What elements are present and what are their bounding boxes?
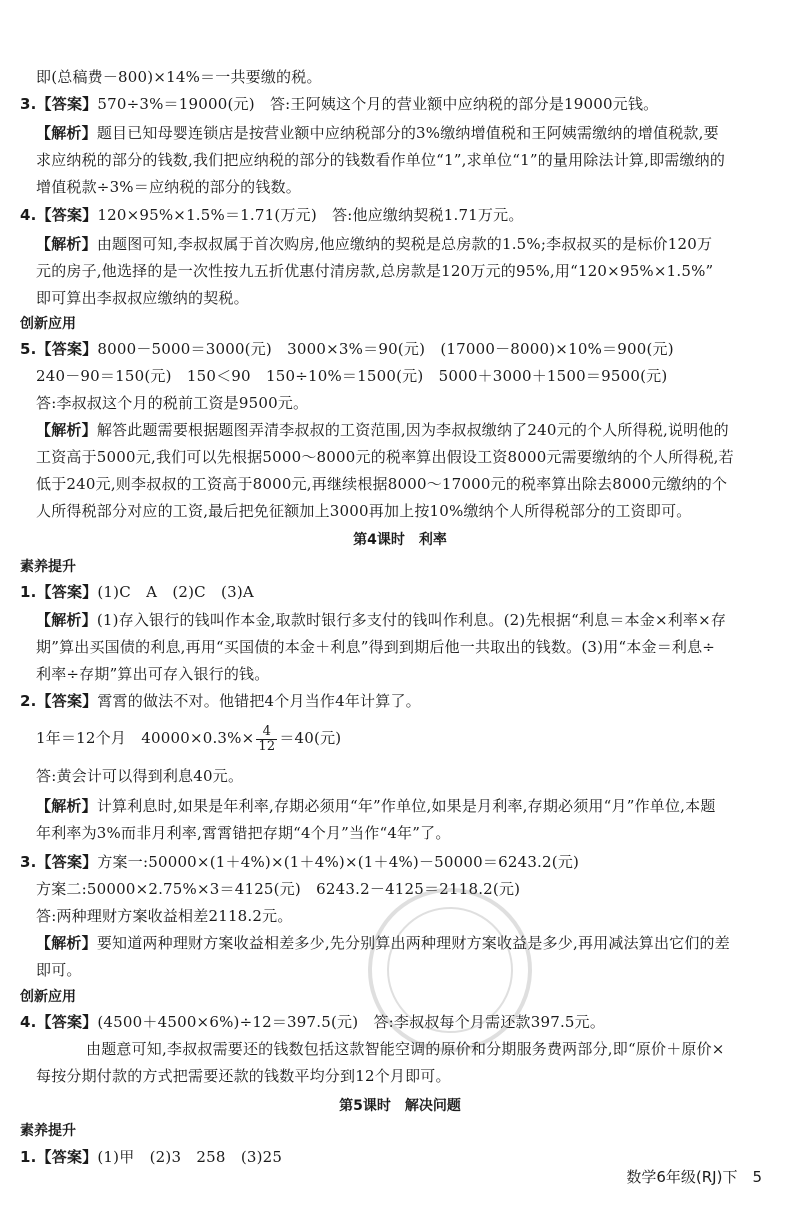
text-line: 答:两种理财方案收益相差2118.2元。	[36, 907, 293, 925]
answer-text: 120×95%×1.5%＝1.71(万元) 答:他应缴纳契税1.71万元。	[97, 206, 524, 224]
text-line: 即可算出李叔叔应缴纳的契税。	[36, 289, 249, 307]
section-heading: 创新应用	[20, 316, 76, 332]
fraction-numerator: 4	[256, 725, 277, 740]
question-4-answer	[20, 205, 524, 225]
text-line: 年利率为3%而非月利率,霄霄错把存期“4个月”当作“4年”了。	[36, 824, 451, 842]
lesson-title: 第5课时 解决问题	[339, 1098, 461, 1114]
answer-tag: 【答案】	[36, 1013, 98, 1031]
question-number: 4.	[20, 206, 37, 224]
calc-line	[36, 721, 341, 755]
answer-text: 570÷3%＝19000(元) 答:王阿姨这个月的营业额中应纳税的部分是19000元钱。	[97, 95, 659, 113]
analysis-tag: 【解析】	[36, 235, 97, 253]
fraction	[256, 725, 277, 754]
text-line: 人所得税部分对应的工资,最后把免征额加上3000再加上按10%缴纳个人所得税部分的工资即可。	[36, 502, 692, 520]
answer-text: (1)甲 (2)3 258 (3)25	[97, 1148, 283, 1166]
answer-text: (4500＋4500×6%)÷12＝397.5(元) 答:李叔叔每个月需还款397.5元。	[97, 1013, 606, 1031]
answer-tag: 【答案】	[36, 95, 98, 113]
section-heading: 创新应用	[20, 989, 76, 1005]
lesson-title: 第4课时 利率	[353, 532, 447, 548]
text-line: 答:黄会计可以得到利息40元。	[36, 767, 244, 785]
section-heading: 素养提升	[20, 1123, 76, 1139]
answer-tag: 【答案】	[36, 853, 98, 871]
problem-1-answer	[20, 1147, 282, 1167]
question-3-answer	[20, 94, 658, 114]
question-number: 3.	[20, 95, 37, 113]
text-line: 增值税款÷3%＝应纳税的部分的钱数。	[36, 178, 301, 196]
problem-1-answer	[20, 582, 254, 602]
text-line: 即(总稿费－800)×14%＝一共要缴的税。	[36, 68, 322, 86]
answer-tag: 【答案】	[36, 583, 98, 601]
answer-text: 8000－5000＝3000(元) 3000×3%＝90(元) (17000－8000)×10%＝900(元)	[97, 340, 674, 358]
page-footer: 数学6年级(RJ)下 5	[626, 1168, 762, 1186]
analysis-line	[36, 610, 726, 630]
analysis-tag: 【解析】	[36, 611, 97, 629]
text-line: 低于240元,则李叔叔的工资高于8000元,再继续根据8000～17000元的税率算出除去8000元缴纳的个	[36, 475, 728, 493]
answer-tag: 【答案】	[36, 206, 98, 224]
analysis-tag: 【解析】	[36, 421, 97, 439]
text-line: 元的房子,他选择的是一次性按九五折优惠付清房款,总房款是120万元的95%,用“120×95%×1.5%”	[36, 262, 714, 280]
answer-text: (1)C A (2)C (3)A	[97, 583, 254, 601]
question-number: 4.	[20, 1013, 37, 1031]
section-heading: 素养提升	[20, 559, 76, 575]
analysis-line	[36, 420, 729, 440]
question-number: 1.	[20, 583, 37, 601]
text-line: 利率÷存期”算出可存入银行的钱。	[36, 665, 270, 683]
answer-tag: 【答案】	[36, 692, 98, 710]
answer-text: 方案一:50000×(1＋4%)×(1＋4%)×(1＋4%)－50000＝6243.2(元)	[97, 853, 580, 871]
text-line: 方案二:50000×2.75%×3＝4125(元) 6243.2－4125＝2118.2(元)	[36, 880, 521, 898]
question-number: 3.	[20, 853, 37, 871]
text-line: 240－90＝150(元) 150＜90 150÷10%＝1500(元) 5000＋3000＋1500＝9500(元)	[36, 367, 668, 385]
analysis-line	[36, 796, 716, 816]
analysis-text: 由题图可知,李叔叔属于首次购房,他应缴纳的契税是总房款的1.5%;李叔叔买的是标价120万	[96, 235, 713, 253]
answer-text: 霄霄的做法不对。他错把4个月当作4年计算了。	[97, 692, 421, 710]
calc-text: ＝40(元)	[279, 729, 342, 747]
analysis-tag: 【解析】	[36, 934, 97, 952]
text-line: 答:李叔叔这个月的税前工资是9500元。	[36, 394, 309, 412]
analysis-tag: 【解析】	[36, 797, 97, 815]
question-5-answer	[20, 339, 674, 359]
text-line: 即可。	[36, 961, 82, 979]
analysis-text: (1)存入银行的钱叫作本金,取款时银行多支付的钱叫作利息。(2)先根据“利息＝本金×利率×存	[96, 611, 727, 629]
answer-tag: 【答案】	[36, 340, 98, 358]
text-line: 由题意可知,李叔叔需要还的钱数包括这款智能空调的原价和分期服务费两部分,即“原价＋原价×	[86, 1040, 725, 1058]
question-number: 2.	[20, 692, 37, 710]
text-line: 期”算出买国债的利息,再用“买国债的本金＋利息”得到到期后他一共取出的钱数。(3)用“本金＝利息÷	[36, 638, 716, 656]
question-number: 5.	[20, 340, 37, 358]
calc-text: 1年＝12个月 40000×0.3%×	[36, 729, 255, 747]
problem-2-answer	[20, 691, 421, 711]
question-number: 1.	[20, 1148, 37, 1166]
analysis-line	[36, 234, 712, 254]
analysis-text: 计算利息时,如果是年利率,存期必须用“年”作单位,如果是月利率,存期必须用“月”作单位,本题	[96, 797, 716, 815]
analysis-tag: 【解析】	[36, 124, 97, 142]
analysis-text: 解答此题需要根据题图弄清李叔叔的工资范围,因为李叔叔缴纳了240元的个人所得税,说明他的	[96, 421, 729, 439]
answer-tag: 【答案】	[36, 1148, 98, 1166]
text-line: 每按分期付款的方式把需要还款的钱数平均分到12个月即可。	[36, 1067, 451, 1085]
analysis-text: 题目已知母婴连锁店是按营业额中应纳税部分的3%缴纳增值税和王阿姨需缴纳的增值税款,要	[96, 124, 719, 142]
text-line: 求应纳税的部分的钱数,我们把应纳税的部分的钱数看作单位“1”,求单位“1”的量用除法计算,即需缴纳的	[36, 151, 726, 169]
analysis-text: 要知道两种理财方案收益相差多少,先分别算出两种理财方案收益是多少,再用减法算出它们的差	[96, 934, 730, 952]
text-line: 工资高于5000元,我们可以先根据5000～8000元的税率算出假设工资8000元需要缴纳的个人所得税,若	[36, 448, 734, 466]
fraction-denominator: 12	[258, 738, 276, 754]
analysis-line	[36, 123, 719, 143]
